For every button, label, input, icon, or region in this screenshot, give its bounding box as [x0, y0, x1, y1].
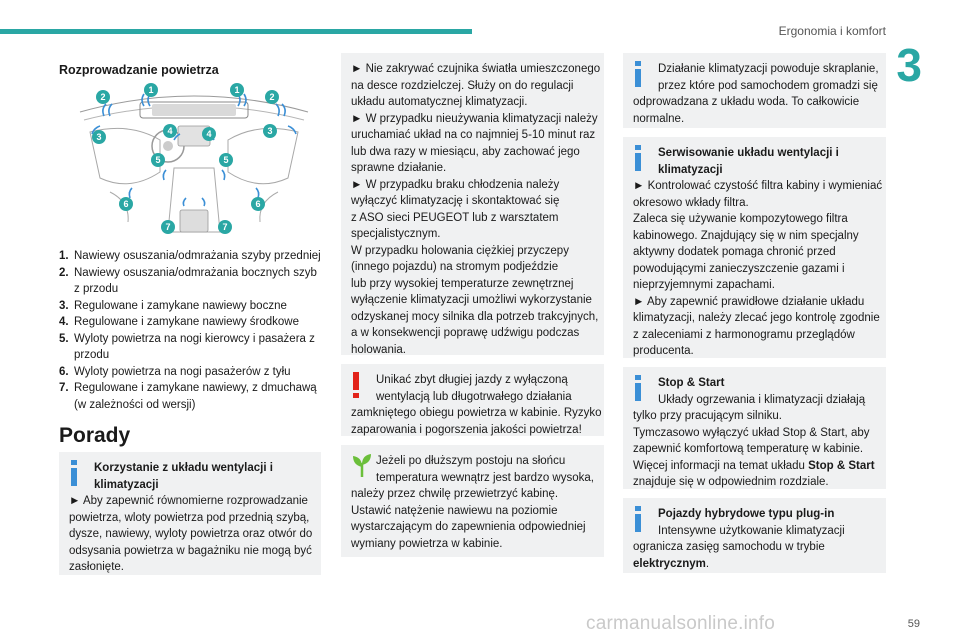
legend-item: 3. Regulowane i zamykane nawiewy boczne [59, 299, 287, 312]
callout-7-left: 7 [165, 222, 171, 232]
air-distribution-diagram [70, 82, 318, 244]
legend-item: 4. Regulowane i zamykane nawiewy środkowe [59, 316, 300, 328]
info-box-stop-start: Stop & Start Układy ogrzewania i klimatyzacji działają tylko przy pracującym silniku. Tymczasowo wyłączyć układ Stop & Start, aby zapewnić komfortową temperaturę w kabinie. Więcej informacji na temat układu Stop & Start znajduje się w odpowiednim rozdziale. [623, 367, 886, 489]
header-title: Ergonomia i komfort [778, 24, 886, 38]
callout-7-right: 7 [222, 222, 228, 232]
chapter-number: 3 [896, 39, 922, 91]
eco-box-ventilate-cabin: Jeżeli po dłuższym postoju na słońcu temperatura wewnątrz jest bardzo wysoka, należy przez chwilę przewietrzyć kabinę. Ustawić natężenie nawiewu na poziomie wystarczającym do zapewnienia odpowiedniej wymiany powietrza w kabinie. [341, 445, 604, 557]
info-icon [633, 61, 643, 87]
info-icon [633, 506, 643, 532]
info-icon [633, 375, 643, 401]
legend-item: 7. Regulowane i zamykane nawiewy, z dmuchawą (w zależności od wersji) [59, 382, 317, 411]
info-box-ventilation-usage: Korzystanie z układu wentylacji i klimatyzacji ► Aby zapewnić równomierne rozprowadzanie powietrza, wloty powietrza pod przednią szybą, dysze, nawiewy, wyloty powietrza oraz otwór do odsysania powietrza w bagażniku nie mogą być zasłonięte. [59, 452, 321, 575]
legend-item: 2. Nawiewy osuszania/odmrażania bocznych szyb z przodu [59, 266, 317, 295]
info-icon [69, 460, 79, 486]
callout-6-right: 6 [255, 199, 261, 209]
callout-1-right: 1 [234, 85, 240, 95]
diagram-legend [59, 248, 321, 413]
callout-5-left: 5 [155, 155, 161, 165]
info-box-servicing: Serwisowanie układu wentylacji i klimatyzacji ► Kontrolować czystość filtra kabiny i wymieniać okresowo wkłady filtra. Zaleca się używanie kompozytowego filtra kabinowego. Znajdujący się w nim specjalny aktywny dodatek pomaga chronić przed powodującymi zanieczyszczenie gazami i nieprzyjemnymi zapachami. ► Aby zapewnić prawidłowe działanie układu klimatyzacji, należy zlecać jego kontrolę zgodnie z zaleceniami z harmonogramu przeglądów producenta. [623, 137, 886, 358]
callout-1-left: 1 [148, 85, 154, 95]
header-accent-bar [0, 29, 472, 34]
legend-item: 1. Nawiewy osuszania/odmrażania szyby przedniej [59, 250, 321, 262]
callout-4-left: 4 [167, 126, 173, 136]
callout-4-right: 4 [206, 129, 212, 139]
page-number: 59 [907, 618, 920, 630]
watermark: carmanualsonline.info [586, 613, 776, 634]
callout-5-right: 5 [223, 155, 229, 165]
info-box-plugin-hybrid: Pojazdy hybrydowe typu plug-in Intensywne użytkowanie klimatyzacji ogranicza zasięg samochodu w trybie elektrycznym. [623, 498, 886, 573]
info-icon [633, 145, 643, 171]
warning-box-recirculation: Unikać zbyt długiej jazdy z wyłączoną wentylacją lub długotrwałego działania zamkniętego obiegu powietrza w kabinie. Ryzyko zaparowania i pogorszenia jakości powietrza! [341, 364, 604, 436]
tips-heading: Porady [59, 424, 131, 447]
callout-2-right: 2 [269, 92, 275, 102]
callout-2-left: 2 [100, 92, 106, 102]
warning-icon [351, 372, 361, 398]
callout-6-left: 6 [123, 199, 129, 209]
callout-3-left: 3 [96, 132, 102, 142]
info-box-condensation: Działanie klimatyzacji powoduje skraplanie, przez które pod samochodem gromadzi się odprowadzana z układu woda. To całkowicie normalne. [623, 53, 886, 128]
info-box-climate-tips: ► Nie zakrywać czujnika światła umieszczonego na desce rozdzielczej. Służy on do regulacji układu automatycznej klimatyzacji. ► W przypadku nieużywania klimatyzacji należy uruchamiać układ na co najmniej 5-10 minut raz lub dwa razy w miesiącu, aby zachować jego sprawne działanie. ► W przypadku braku chłodzenia należy wyłączyć klimatyzację i skontaktować się z ASO sieci PEUGEOT lub z warsztatem specjalistycznym. W przypadku holowania ciężkiej przyczepy (innego pojazdu) na stromym podjeździe lub przy wysokiej temperaturze zewnętrznej wyłączenie klimatyzacji umożliwi wykorzystanie odzyskanej mocy silnika dla potrzeb trakcyjnych, a w konsekwencji poprawę udźwigu podczas holowania. [341, 53, 604, 355]
legend-item: 5. Wyloty powietrza na nogi kierowcy i pasażera z przodu [59, 332, 315, 361]
section-title: Rozprowadzanie powietrza [59, 63, 219, 77]
eco-leaf-icon [351, 453, 373, 479]
callout-3-right: 3 [267, 126, 273, 136]
legend-item: 6. Wyloty powietrza na nogi pasażerów z tyłu [59, 365, 291, 378]
